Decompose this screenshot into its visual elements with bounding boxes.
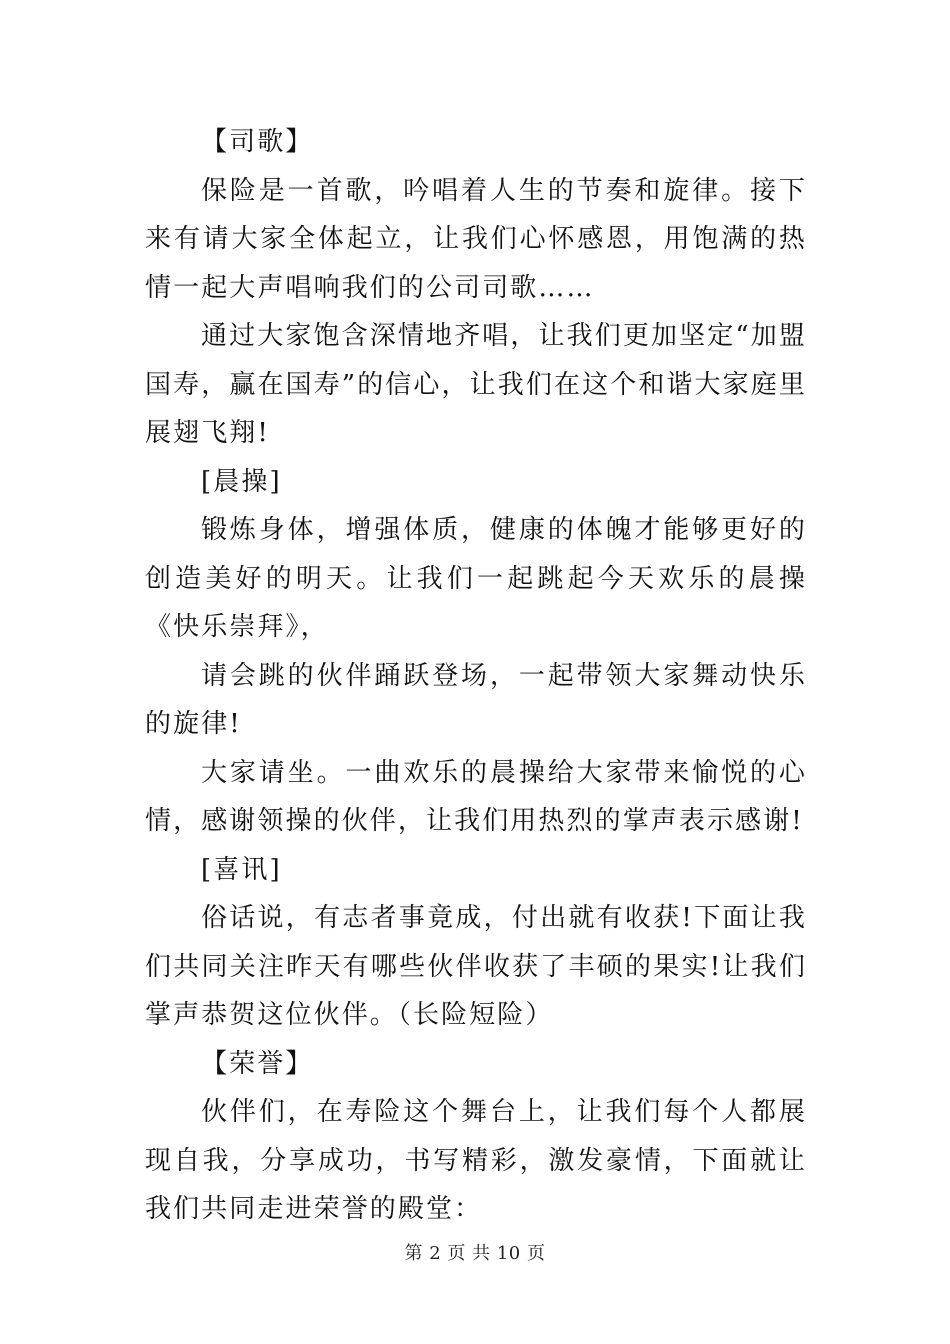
good-news-paragraph: 俗话说，有志者事竟成，付出就有收获!下面让我们共同关注昨天有哪些伙伴收获了丰硕的果实!让我们掌声恭贺这位伙伴。（长险短险）	[145, 903, 807, 1030]
exercise-closing-paragraph: 大家请坐。一曲欢乐的晨操给大家带来愉悦的心情，感谢领操的伙伴，让我们用热烈的掌声表示感谢!	[145, 757, 807, 836]
section-heading-anthem: 【司歌】	[201, 127, 314, 157]
honor-paragraph: 伙伴们，在寿险这个舞台上，让我们每个人都展现自我，分享成功，书写精彩，激发豪情，下面就让我们共同走进荣誉的殿堂：	[145, 1097, 807, 1224]
anthem-intro-paragraph: 保险是一首歌，吟唱着人生的节奏和旋律。接下来有请大家全体起立，让我们心怀感恩，用饱满的热情一起大声唱响我们的公司司歌……	[145, 175, 807, 303]
section-heading-honor: 【荣誉】	[201, 1048, 314, 1079]
page-number-footer: 第 2 页 共 10 页	[404, 1243, 546, 1264]
anthem-closing-paragraph: 通过大家饱含深情地齐唱，让我们更加坚定“加盟国寿，赢在国寿”的信心，让我们在这个和谐大家庭里展翅飞翔!	[145, 321, 807, 448]
document-body	[145, 118, 807, 1234]
section-heading-good-news: [喜讯]	[201, 854, 282, 885]
exercise-intro-paragraph: 锻炼身体，增强体质，健康的体魄才能够更好的创造美好的明天。让我们一起跳起今天欢乐的晨操《快乐崇拜》，	[145, 515, 807, 642]
exercise-invite-paragraph: 请会跳的伙伴踊跃登场，一起带领大家舞动快乐的旋律!	[145, 660, 807, 739]
section-heading-morning-exercise: [晨操]	[201, 466, 282, 497]
